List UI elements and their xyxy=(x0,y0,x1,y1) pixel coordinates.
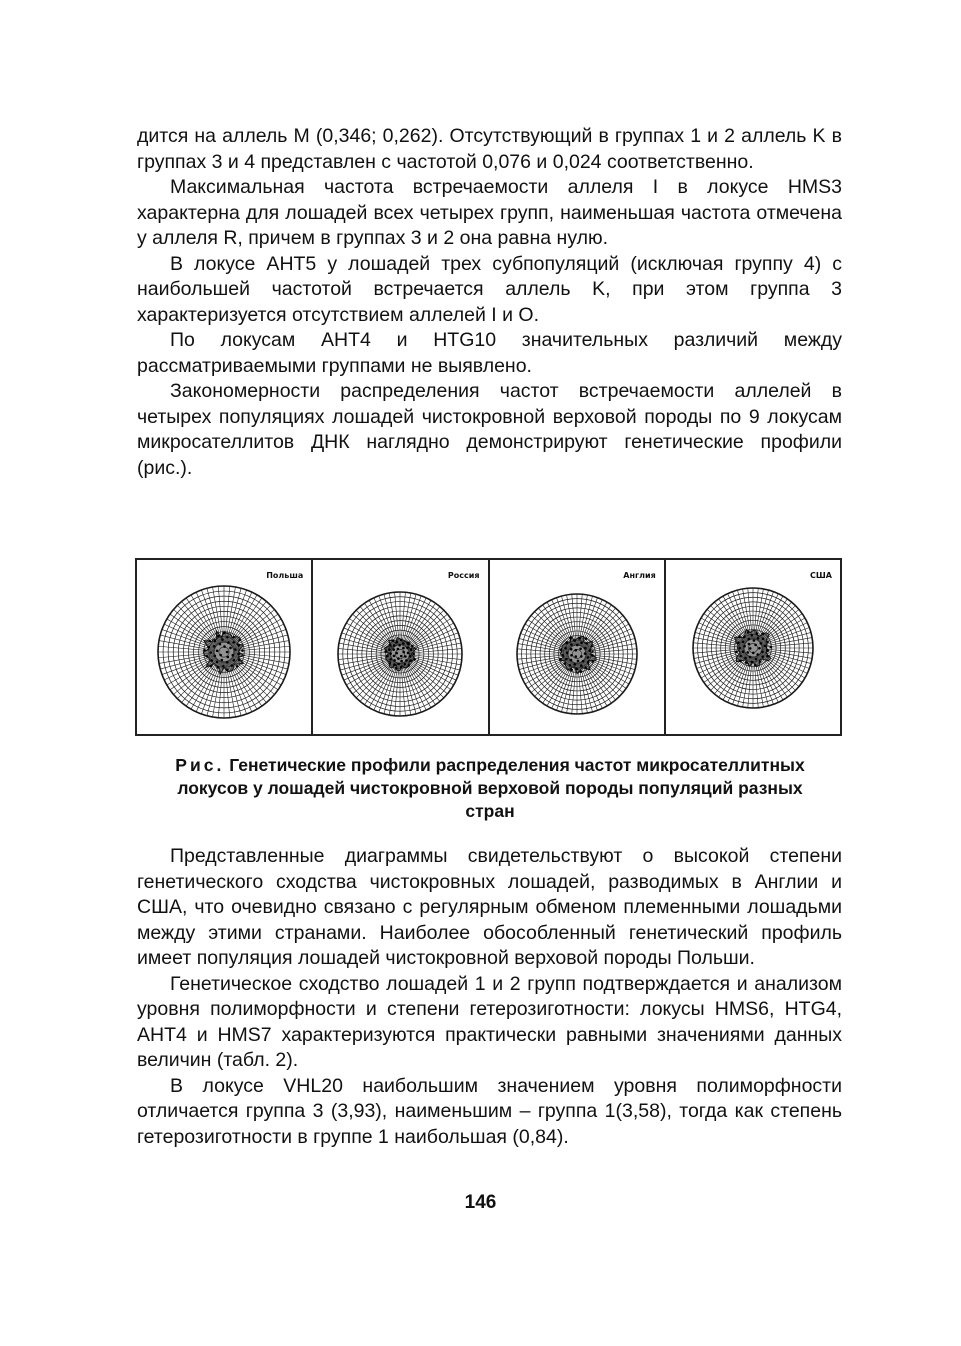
paragraph: дится на аллель M (0,346; 0,262). Отсутствующий в группах 1 и 2 аллель K в группах 3 и 4 представлен с частотой 0,076 и 0,024 соответственно. xyxy=(137,125,842,173)
paragraph: В локусе VHL20 наибольшим значением уровня полиморфности отличается группа 3 (3,93), наименьшим – группа 1(3,58), тогда как степень гетерозиготности в группе 1 наибольшая (0,84). xyxy=(137,1074,842,1148)
radial-profile-diagram xyxy=(681,582,825,722)
profile-panel-poland xyxy=(137,560,313,734)
profile-panel-russia xyxy=(313,560,489,734)
paragraph: Закономерности распределения частот встречаемости аллелей в четырех популяциях лошадей чистокровной верховой породы по 9 локусам микросателлитов ДНК наглядно демонстрируют генетические профили (рис.). xyxy=(137,380,842,479)
paragraph: По локусам AHT4 и HTG10 значительных различий между рассматриваемыми группами не выявлено. xyxy=(137,329,842,377)
genetic-profiles-figure xyxy=(135,558,842,736)
radial-profile-diagram xyxy=(140,582,308,728)
radial-profile-diagram xyxy=(499,582,655,728)
caption-lead: Рис. xyxy=(175,755,225,775)
figure-caption xyxy=(160,754,820,823)
paragraph: Представленные диаграммы свидетельствуют о высокой степени генетического сходства чистокровных лошадей, разводимых в Англии и США, что очевидно связано с регулярным обменом племенными лошадьми между этими странами. Наиболее обособленный генетический профиль имеет популяция лошадей чистокровной верховой породы Польши. xyxy=(137,845,842,969)
paragraph: В локусе AHT5 у лошадей трех субпопуляций (исключая группу 4) с наибольшей частотой встречается аллель K, при этом группа 3 характеризуется отсутствием аллелей I и O. xyxy=(137,252,842,326)
panel-label: Россия xyxy=(447,571,480,580)
page-number: 146 xyxy=(464,1192,497,1213)
top-text xyxy=(137,124,842,481)
paragraph: Генетическое сходство лошадей 1 и 2 групп подтверждается и анализом уровня полиморфности и степени гетерозиготности: локусы HMS6, HTG4, AHT4 и HMS7 характеризуются практически равными значениями данных величин (табл. 2). xyxy=(137,972,842,1071)
panel-label: Англия xyxy=(623,571,656,580)
profile-panel-usa xyxy=(666,560,840,734)
panel-label: США xyxy=(810,571,832,580)
bottom-text xyxy=(137,844,842,1150)
panel-label: Польша xyxy=(266,571,304,580)
paragraph: Максимальная частота встречаемости аллеля I в локусе HMS3 характерна для лошадей всех четырех групп, наименьшая частота отмечена у аллеля R, причем в группах 3 и 2 она равна нулю. xyxy=(137,176,842,249)
radial-profile-diagram xyxy=(320,582,480,728)
profile-panel-england xyxy=(490,560,666,734)
caption-text: Генетические профили распределения частот микросателлитных локусов у лошадей чистокровной верховой породы популяций разных стран xyxy=(177,755,805,821)
